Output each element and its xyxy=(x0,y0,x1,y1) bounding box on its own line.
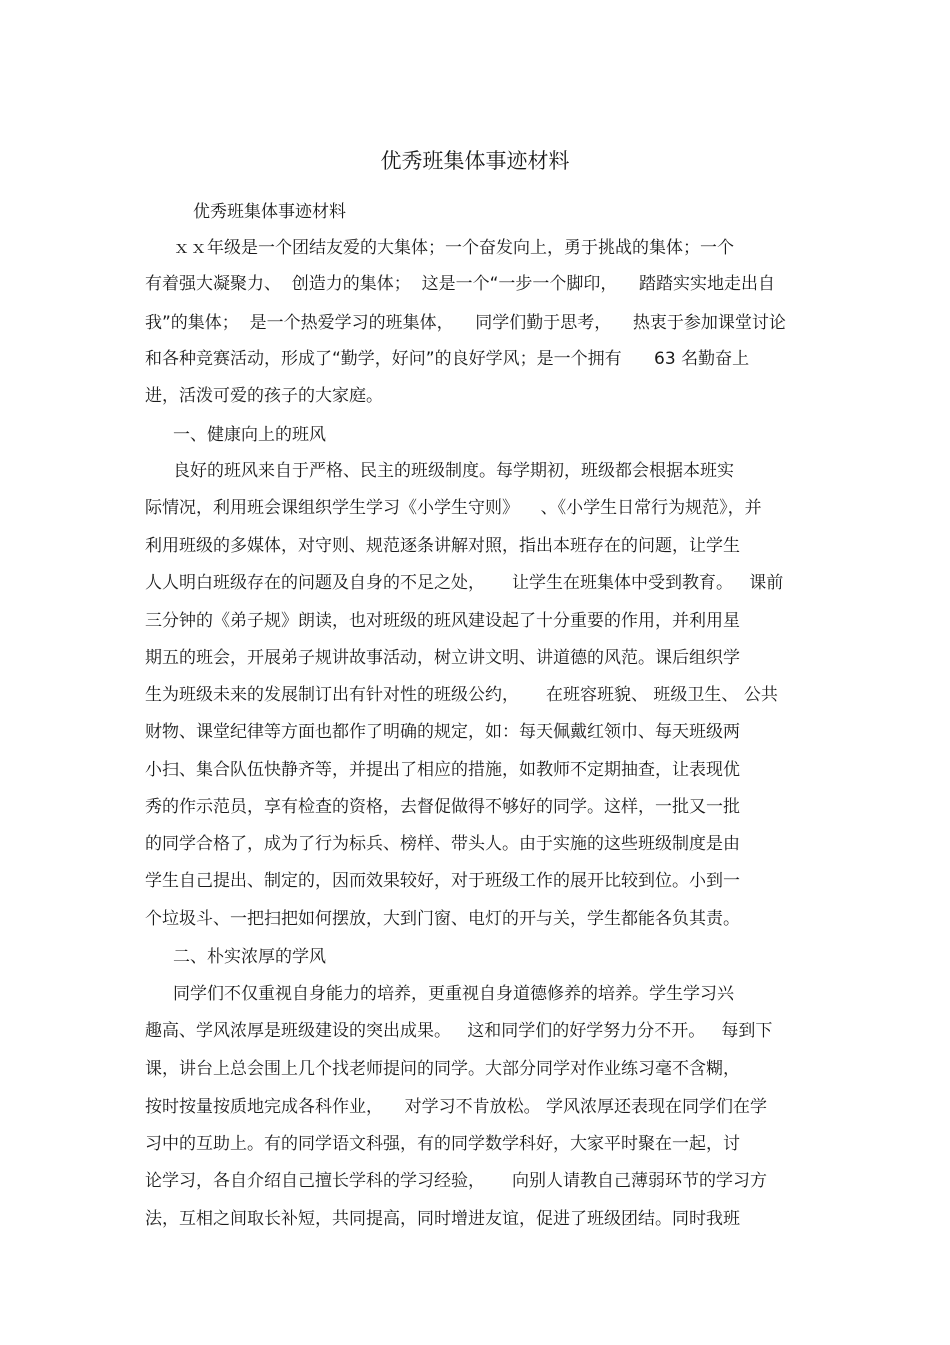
section-heading: 一、健康向上的班风 xyxy=(173,425,326,445)
paragraph-line: 我”的集体； 是一个热爱学习的班集体， 同学们勤于思考， 热衷于参加课堂讨论 xyxy=(145,313,786,333)
paragraph-line: 按时按量按质地完成各科作业， 对学习不肯放松。 学风浓厚还表现在同学们在学 xyxy=(145,1097,768,1117)
paragraph-line: 和各种竞赛活动，形成了“勤学，好问”的良好学风；是一个拥有 63 名勤奋上 xyxy=(145,349,750,369)
paragraph-line: 同学们不仅重视自身能力的培养，更重视自身道德修养的培养。学生学习兴 xyxy=(173,984,734,1004)
section-heading: 二、朴实浓厚的学风 xyxy=(173,947,326,967)
document-title: 优秀班集体事迹材料 xyxy=(380,149,570,173)
paragraph-line: 生为班级未来的发展制订出有针对性的班级公约， 在班容班貌、 班级卫生、 公共 xyxy=(145,685,778,705)
paragraph-line: 进，活泼可爱的孩子的大家庭。 xyxy=(145,386,383,406)
paragraph-line: 利用班级的多媒体，对守则、规范逐条讲解对照，指出本班存在的问题，让学生 xyxy=(145,536,740,556)
paragraph-line: 人人明白班级存在的问题及自身的不足之处， 让学生在班集体中受到教育。 课前 xyxy=(145,573,784,593)
paragraph-line: 有着强大凝聚力、 创造力的集体； 这是一个“一步一个脚印， 踏踏实实地走出自 xyxy=(145,274,776,294)
paragraph-line: 小扫、集合队伍快静齐等，并提出了相应的措施，如教师不定期抽查，让表现优 xyxy=(145,760,740,780)
paragraph-line: 际情况，利用班会课组织学生学习《小学生守则》 、《小学生日常行为规范》，并 xyxy=(145,498,762,518)
paragraph-line: 习中的互助上。有的同学语文科强，有的同学数学科好，大家平时聚在一起，讨 xyxy=(145,1134,740,1154)
paragraph-line: 学生自己提出、制定的，因而效果较好，对于班级工作的展开比较到位。小到一 xyxy=(145,871,740,891)
paragraph-line: 良好的班风来自于严格、民主的班级制度。每学期初，班级都会根据本班实 xyxy=(173,461,734,481)
paragraph-line: 期五的班会，开展弟子规讲故事活动，树立讲文明、讲道德的风范。课后组织学 xyxy=(145,648,740,668)
subtitle-line: 优秀班集体事迹材料 xyxy=(193,202,346,222)
paragraph-line: 个垃圾斗、一把扫把如何摆放，大到门窗、电灯的开与关，学生都能各负其责。 xyxy=(145,909,740,929)
paragraph-line: 课，讲台上总会围上几个找老师提问的同学。大部分同学对作业练习毫不含糊， xyxy=(145,1059,740,1079)
paragraph-line: 法，互相之间取长补短，共同提高，同时增进友谊，促进了班级团结。同时我班 xyxy=(145,1209,740,1229)
paragraph-line: ｘｘ年级是一个团结友爱的大集体；一个奋发向上，勇于挑战的集体；一个 xyxy=(173,238,734,258)
paragraph-line: 的同学合格了，成为了行为标兵、榜样、带头人。由于实施的这些班级制度是由 xyxy=(145,834,740,854)
paragraph-line: 趣高、学风浓厚是班级建设的突出成果。 这和同学们的好学努力分不开。 每到下 xyxy=(145,1021,773,1041)
paragraph-line: 财物、课堂纪律等方面也都作了明确的规定，如：每天佩戴红领巾、每天班级两 xyxy=(145,722,740,742)
paragraph-line: 秀的作示范员，享有检查的资格，去督促做得不够好的同学。这样，一批又一批 xyxy=(145,797,740,817)
paragraph-line: 三分钟的《弟子规》朗读，也对班级的班风建设起了十分重要的作用，并利用星 xyxy=(145,611,740,631)
paragraph-line: 论学习，各自介绍自己擅长学科的学习经验， 向别人请教自己薄弱环节的学习方 xyxy=(145,1171,768,1191)
